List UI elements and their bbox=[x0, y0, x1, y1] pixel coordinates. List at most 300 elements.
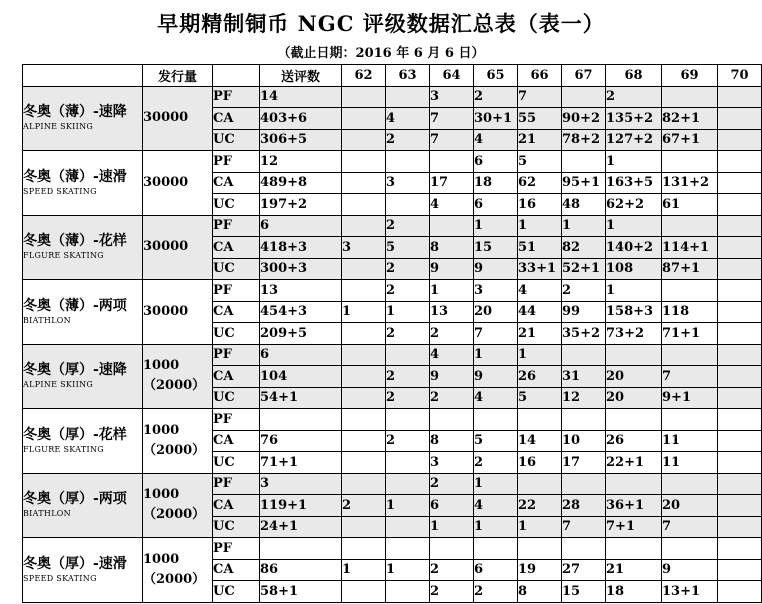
sent-count: 104 bbox=[260, 366, 342, 388]
grade-count-67 bbox=[562, 86, 606, 108]
grade-count-68: 2 bbox=[606, 86, 662, 108]
grade-count-69: 7 bbox=[662, 366, 718, 388]
grade-count-65: 3 bbox=[474, 280, 518, 302]
grade-count-67: 17 bbox=[562, 452, 606, 474]
grade-count-65: 18 bbox=[474, 172, 518, 194]
coin-name-cell bbox=[23, 280, 143, 345]
grade-count-64: 1 bbox=[430, 280, 474, 302]
sent-count: 3 bbox=[260, 473, 342, 495]
header-grade-66: 66 bbox=[518, 65, 562, 87]
grade-count-66: 8 bbox=[518, 581, 562, 603]
grade-count-67 bbox=[562, 409, 606, 431]
grade-count-65: 2 bbox=[474, 581, 518, 603]
grade-count-63: 2 bbox=[386, 323, 430, 345]
header-grade-68: 68 bbox=[606, 65, 662, 87]
grade-count-64: 4 bbox=[430, 344, 474, 366]
grade-count-68: 18 bbox=[606, 581, 662, 603]
grade-count-67: 15 bbox=[562, 581, 606, 603]
grade-count-64 bbox=[430, 538, 474, 560]
coin-name-cell bbox=[23, 473, 143, 538]
coin-name-cn: 冬奥（薄）-速降 bbox=[23, 104, 127, 121]
grade-count-65: 1 bbox=[474, 473, 518, 495]
grade-count-63 bbox=[386, 538, 430, 560]
sent-count: 54+1 bbox=[260, 387, 342, 409]
grade-label: UC bbox=[213, 258, 260, 280]
grade-count-68: 7+1 bbox=[606, 516, 662, 538]
coin-name-en: ALPINE SKIING bbox=[23, 380, 94, 390]
grade-count-69 bbox=[662, 280, 718, 302]
grade-count-70 bbox=[718, 215, 762, 237]
grade-count-68: 1 bbox=[606, 151, 662, 173]
page-title: 早期精制铜币 NGC 评级数据汇总表（表一） bbox=[157, 11, 605, 36]
sent-count: 306+5 bbox=[260, 129, 342, 151]
header-sent: 送评数 bbox=[260, 65, 342, 87]
grade-count-64: 9 bbox=[430, 366, 474, 388]
header-issue: 发行量 bbox=[143, 65, 213, 87]
grade-label: CA bbox=[213, 108, 260, 130]
grade-label: CA bbox=[213, 172, 260, 194]
grade-count-67 bbox=[562, 344, 606, 366]
grade-count-66: 16 bbox=[518, 452, 562, 474]
sent-count: 12 bbox=[260, 151, 342, 173]
grade-count-69 bbox=[662, 86, 718, 108]
grade-count-70 bbox=[718, 172, 762, 194]
sent-count: 209+5 bbox=[260, 323, 342, 345]
coin-name-cn: 冬奥（厚）-速降 bbox=[23, 362, 127, 379]
header-grade-70: 70 bbox=[718, 65, 762, 87]
grade-count-64 bbox=[430, 215, 474, 237]
issue-volume: 30000 bbox=[143, 239, 189, 255]
grade-count-65: 2 bbox=[474, 86, 518, 108]
grade-count-62: 2 bbox=[342, 495, 386, 517]
grade-count-69: 7 bbox=[662, 516, 718, 538]
grade-count-68: 20 bbox=[606, 366, 662, 388]
grade-count-64: 13 bbox=[430, 301, 474, 323]
grade-count-64: 6 bbox=[430, 495, 474, 517]
grade-count-66 bbox=[518, 538, 562, 560]
grade-label: CA bbox=[213, 301, 260, 323]
grade-count-68 bbox=[606, 409, 662, 431]
header-grade-62: 62 bbox=[342, 65, 386, 87]
header-grade-blank bbox=[213, 65, 260, 87]
sent-count: 197+2 bbox=[260, 194, 342, 216]
grade-label: CA bbox=[213, 495, 260, 517]
grade-label: PF bbox=[213, 215, 260, 237]
table-row bbox=[23, 344, 762, 366]
grade-count-68: 73+2 bbox=[606, 323, 662, 345]
issue-volume: 30000 bbox=[143, 303, 189, 319]
issue-volume-cell bbox=[143, 344, 213, 409]
sent-count bbox=[260, 409, 342, 431]
table-body bbox=[23, 86, 762, 602]
grade-count-70 bbox=[718, 473, 762, 495]
grade-count-64: 8 bbox=[430, 430, 474, 452]
grade-label: UC bbox=[213, 387, 260, 409]
coin-name-cn: 冬奥（薄）-两项 bbox=[23, 297, 127, 314]
grade-count-64 bbox=[430, 151, 474, 173]
sent-count: 454+3 bbox=[260, 301, 342, 323]
header-grade-67: 67 bbox=[562, 65, 606, 87]
grade-count-64: 2 bbox=[430, 559, 474, 581]
grade-count-65: 1 bbox=[474, 344, 518, 366]
grade-count-69: 11 bbox=[662, 452, 718, 474]
issue-volume: （2000） bbox=[143, 507, 206, 523]
grade-count-66: 21 bbox=[518, 129, 562, 151]
issue-volume: （2000） bbox=[143, 571, 206, 587]
coin-name-cn: 冬奥（薄）-速滑 bbox=[23, 168, 127, 185]
grade-count-62: 1 bbox=[342, 559, 386, 581]
grade-count-62 bbox=[342, 473, 386, 495]
grade-count-66: 5 bbox=[518, 387, 562, 409]
grade-count-70 bbox=[718, 237, 762, 259]
grade-count-69 bbox=[662, 473, 718, 495]
issue-volume-cell bbox=[143, 538, 213, 603]
grade-count-62 bbox=[342, 215, 386, 237]
grade-count-65: 6 bbox=[474, 194, 518, 216]
header-grade-65: 65 bbox=[474, 65, 518, 87]
grade-count-62 bbox=[342, 86, 386, 108]
grade-count-69: 9+1 bbox=[662, 387, 718, 409]
coin-name-en: ALPINE SKIING bbox=[23, 122, 94, 132]
grade-count-69 bbox=[662, 215, 718, 237]
grade-count-65: 9 bbox=[474, 258, 518, 280]
grade-count-63: 5 bbox=[386, 237, 430, 259]
cutoff-date: （截止日期：2016 年 6 月 6 日） bbox=[277, 46, 485, 61]
grade-count-66: 22 bbox=[518, 495, 562, 517]
grade-count-67: 48 bbox=[562, 194, 606, 216]
issue-volume: 30000 bbox=[143, 174, 189, 190]
grade-count-64 bbox=[430, 409, 474, 431]
grade-count-69 bbox=[662, 151, 718, 173]
sent-count bbox=[260, 538, 342, 560]
grade-count-70 bbox=[718, 516, 762, 538]
grade-count-66: 1 bbox=[518, 215, 562, 237]
grade-count-63: 2 bbox=[386, 366, 430, 388]
grade-label: UC bbox=[213, 129, 260, 151]
coin-name-cell bbox=[23, 344, 143, 409]
grade-count-69 bbox=[662, 538, 718, 560]
grade-count-66: 4 bbox=[518, 280, 562, 302]
grade-count-63 bbox=[386, 151, 430, 173]
grade-count-62 bbox=[342, 538, 386, 560]
grade-count-66: 14 bbox=[518, 430, 562, 452]
grade-count-65: 7 bbox=[474, 323, 518, 345]
grade-count-68: 127+2 bbox=[606, 129, 662, 151]
grade-count-65: 9 bbox=[474, 366, 518, 388]
grade-label: PF bbox=[213, 409, 260, 431]
grade-count-65 bbox=[474, 538, 518, 560]
grade-count-65: 1 bbox=[474, 516, 518, 538]
sent-count: 71+1 bbox=[260, 452, 342, 474]
grade-count-67: 7 bbox=[562, 516, 606, 538]
grade-label: CA bbox=[213, 430, 260, 452]
grade-count-67: 52+1 bbox=[562, 258, 606, 280]
grade-count-65: 5 bbox=[474, 430, 518, 452]
grade-count-63 bbox=[386, 452, 430, 474]
grade-count-63 bbox=[386, 581, 430, 603]
grade-count-62 bbox=[342, 280, 386, 302]
coin-name-cell bbox=[23, 151, 143, 216]
grade-count-69: 118 bbox=[662, 301, 718, 323]
grade-count-64: 9 bbox=[430, 258, 474, 280]
grade-count-66: 1 bbox=[518, 516, 562, 538]
table-row bbox=[23, 473, 762, 495]
grade-count-63 bbox=[386, 344, 430, 366]
sent-count: 403+6 bbox=[260, 108, 342, 130]
sent-count: 76 bbox=[260, 430, 342, 452]
grade-count-67: 99 bbox=[562, 301, 606, 323]
grade-count-70 bbox=[718, 86, 762, 108]
coin-name-en: SPEED SKATING bbox=[23, 573, 97, 583]
grade-count-65: 30+1 bbox=[474, 108, 518, 130]
grade-label: PF bbox=[213, 280, 260, 302]
sent-count: 13 bbox=[260, 280, 342, 302]
grade-count-62 bbox=[342, 430, 386, 452]
grade-count-66: 5 bbox=[518, 151, 562, 173]
grade-count-67 bbox=[562, 538, 606, 560]
grade-count-64: 17 bbox=[430, 172, 474, 194]
grade-count-65: 1 bbox=[474, 215, 518, 237]
grade-count-69: 61 bbox=[662, 194, 718, 216]
grade-count-64: 2 bbox=[430, 473, 474, 495]
table-row bbox=[23, 409, 762, 431]
grade-count-66: 26 bbox=[518, 366, 562, 388]
grade-count-67: 27 bbox=[562, 559, 606, 581]
grade-count-68: 26 bbox=[606, 430, 662, 452]
grade-count-64: 7 bbox=[430, 108, 474, 130]
grade-count-62 bbox=[342, 452, 386, 474]
grade-count-67: 28 bbox=[562, 495, 606, 517]
sent-count: 14 bbox=[260, 86, 342, 108]
grade-count-67 bbox=[562, 473, 606, 495]
grade-count-66: 21 bbox=[518, 323, 562, 345]
sent-count: 24+1 bbox=[260, 516, 342, 538]
grade-count-69: 9 bbox=[662, 559, 718, 581]
grade-count-66: 62 bbox=[518, 172, 562, 194]
issue-volume-cell bbox=[143, 151, 213, 216]
grade-count-63 bbox=[386, 473, 430, 495]
grade-count-63: 2 bbox=[386, 280, 430, 302]
grade-count-65: 4 bbox=[474, 495, 518, 517]
grade-count-65: 15 bbox=[474, 237, 518, 259]
grade-count-64: 2 bbox=[430, 581, 474, 603]
grade-count-67: 78+2 bbox=[562, 129, 606, 151]
grade-count-64: 2 bbox=[430, 387, 474, 409]
sent-count: 300+3 bbox=[260, 258, 342, 280]
grade-count-70 bbox=[718, 258, 762, 280]
grade-count-68 bbox=[606, 538, 662, 560]
grade-count-70 bbox=[718, 151, 762, 173]
coin-name-en: BIATHLON bbox=[23, 315, 71, 325]
grade-count-62 bbox=[342, 258, 386, 280]
grade-count-62 bbox=[342, 151, 386, 173]
grade-count-70 bbox=[718, 409, 762, 431]
grade-count-67 bbox=[562, 151, 606, 173]
grade-count-62 bbox=[342, 129, 386, 151]
header-name-blank bbox=[23, 65, 143, 87]
grade-count-65: 2 bbox=[474, 452, 518, 474]
issue-volume: 1000 bbox=[143, 358, 180, 374]
grade-count-62 bbox=[342, 323, 386, 345]
grade-count-68: 1 bbox=[606, 280, 662, 302]
issue-volume: 1000 bbox=[143, 422, 180, 438]
grade-count-69: 11 bbox=[662, 430, 718, 452]
grade-label: CA bbox=[213, 366, 260, 388]
grade-count-68: 22+1 bbox=[606, 452, 662, 474]
grade-count-63: 1 bbox=[386, 559, 430, 581]
grade-count-67: 95+1 bbox=[562, 172, 606, 194]
grade-count-62: 1 bbox=[342, 301, 386, 323]
grade-count-65: 20 bbox=[474, 301, 518, 323]
header-grade-64: 64 bbox=[430, 65, 474, 87]
grade-count-70 bbox=[718, 108, 762, 130]
grade-label: UC bbox=[213, 194, 260, 216]
grade-count-68 bbox=[606, 344, 662, 366]
grade-count-63 bbox=[386, 516, 430, 538]
grade-count-63: 2 bbox=[386, 430, 430, 452]
grade-count-69: 67+1 bbox=[662, 129, 718, 151]
sent-count: 86 bbox=[260, 559, 342, 581]
issue-volume: （2000） bbox=[143, 442, 206, 458]
grade-count-63 bbox=[386, 194, 430, 216]
coin-name-en: BIATHLON bbox=[23, 509, 71, 519]
coin-name-en: FLGURE SKATING bbox=[23, 444, 104, 454]
grade-count-63: 1 bbox=[386, 301, 430, 323]
grade-count-69: 20 bbox=[662, 495, 718, 517]
grade-count-63: 3 bbox=[386, 172, 430, 194]
grade-count-68: 108 bbox=[606, 258, 662, 280]
coin-name-cn: 冬奥（厚）-两项 bbox=[23, 491, 127, 508]
grade-count-70 bbox=[718, 387, 762, 409]
header-grade-69: 69 bbox=[662, 65, 718, 87]
grade-count-66: 51 bbox=[518, 237, 562, 259]
grade-count-63 bbox=[386, 86, 430, 108]
grade-count-66: 55 bbox=[518, 108, 562, 130]
grade-count-64: 3 bbox=[430, 452, 474, 474]
table-row bbox=[23, 215, 762, 237]
grade-count-68: 158+3 bbox=[606, 301, 662, 323]
coin-name-en: FLGURE SKATING bbox=[23, 251, 104, 261]
ngc-grading-table bbox=[22, 64, 762, 603]
grade-count-62 bbox=[342, 108, 386, 130]
grade-label: PF bbox=[213, 538, 260, 560]
grade-count-62 bbox=[342, 516, 386, 538]
grade-count-70 bbox=[718, 559, 762, 581]
grade-label: PF bbox=[213, 473, 260, 495]
grade-count-70 bbox=[718, 366, 762, 388]
grade-count-63 bbox=[386, 409, 430, 431]
grade-count-66 bbox=[518, 473, 562, 495]
grade-count-67: 1 bbox=[562, 215, 606, 237]
grade-count-68: 36+1 bbox=[606, 495, 662, 517]
grade-count-64: 3 bbox=[430, 86, 474, 108]
grade-count-67: 2 bbox=[562, 280, 606, 302]
grade-count-63: 2 bbox=[386, 258, 430, 280]
grade-count-70 bbox=[718, 323, 762, 345]
grade-count-62 bbox=[342, 344, 386, 366]
grade-count-70 bbox=[718, 129, 762, 151]
grade-count-67: 12 bbox=[562, 387, 606, 409]
grade-count-70 bbox=[718, 538, 762, 560]
coin-name-en: SPEED SKATING bbox=[23, 186, 97, 196]
coin-name-cell bbox=[23, 215, 143, 280]
grade-label: PF bbox=[213, 344, 260, 366]
issue-volume-cell bbox=[143, 86, 213, 151]
grade-count-68: 20 bbox=[606, 387, 662, 409]
grade-count-69: 87+1 bbox=[662, 258, 718, 280]
grade-count-70 bbox=[718, 344, 762, 366]
table-row bbox=[23, 280, 762, 302]
issue-volume: 1000 bbox=[143, 487, 180, 503]
grade-count-63: 4 bbox=[386, 108, 430, 130]
grade-count-66: 16 bbox=[518, 194, 562, 216]
header-row bbox=[23, 65, 762, 87]
issue-volume: 30000 bbox=[143, 110, 189, 126]
grade-count-69: 131+2 bbox=[662, 172, 718, 194]
grade-count-68: 135+2 bbox=[606, 108, 662, 130]
grade-label: UC bbox=[213, 516, 260, 538]
grade-count-64: 1 bbox=[430, 516, 474, 538]
header-grade-63: 63 bbox=[386, 65, 430, 87]
sent-count: 119+1 bbox=[260, 495, 342, 517]
grade-count-64: 4 bbox=[430, 194, 474, 216]
sent-count: 58+1 bbox=[260, 581, 342, 603]
issue-volume-cell bbox=[143, 280, 213, 345]
issue-volume: （2000） bbox=[143, 378, 206, 394]
coin-name-cn: 冬奥（厚）-花样 bbox=[23, 426, 127, 443]
table-row bbox=[23, 86, 762, 108]
sent-count: 489+8 bbox=[260, 172, 342, 194]
grade-count-62 bbox=[342, 387, 386, 409]
grade-count-69: 13+1 bbox=[662, 581, 718, 603]
grade-label: UC bbox=[213, 323, 260, 345]
grade-label: CA bbox=[213, 237, 260, 259]
coin-name-cell bbox=[23, 409, 143, 474]
grade-count-64: 7 bbox=[430, 129, 474, 151]
grade-count-62 bbox=[342, 581, 386, 603]
grade-count-69 bbox=[662, 409, 718, 431]
grade-count-65 bbox=[474, 409, 518, 431]
grade-count-62 bbox=[342, 409, 386, 431]
grade-count-70 bbox=[718, 581, 762, 603]
coin-name-cn: 冬奥（厚）-速滑 bbox=[23, 555, 127, 572]
table-row bbox=[23, 538, 762, 560]
grade-count-70 bbox=[718, 301, 762, 323]
grade-count-69: 82+1 bbox=[662, 108, 718, 130]
grade-count-68: 163+5 bbox=[606, 172, 662, 194]
grade-count-70 bbox=[718, 194, 762, 216]
grade-count-65: 4 bbox=[474, 387, 518, 409]
grade-count-67: 90+2 bbox=[562, 108, 606, 130]
issue-volume: 1000 bbox=[143, 551, 180, 567]
grade-count-66: 7 bbox=[518, 86, 562, 108]
grade-count-68: 21 bbox=[606, 559, 662, 581]
issue-volume-cell bbox=[143, 409, 213, 474]
grade-count-70 bbox=[718, 280, 762, 302]
grade-count-67: 10 bbox=[562, 430, 606, 452]
coin-name-cell bbox=[23, 538, 143, 603]
grade-count-64: 2 bbox=[430, 323, 474, 345]
grade-count-70 bbox=[718, 430, 762, 452]
grade-count-62 bbox=[342, 172, 386, 194]
coin-name-cell bbox=[23, 86, 143, 151]
grade-count-63: 2 bbox=[386, 215, 430, 237]
grade-count-66: 1 bbox=[518, 344, 562, 366]
grade-count-63: 2 bbox=[386, 387, 430, 409]
issue-volume-cell bbox=[143, 473, 213, 538]
grade-count-67: 35+2 bbox=[562, 323, 606, 345]
grade-count-69: 114+1 bbox=[662, 237, 718, 259]
